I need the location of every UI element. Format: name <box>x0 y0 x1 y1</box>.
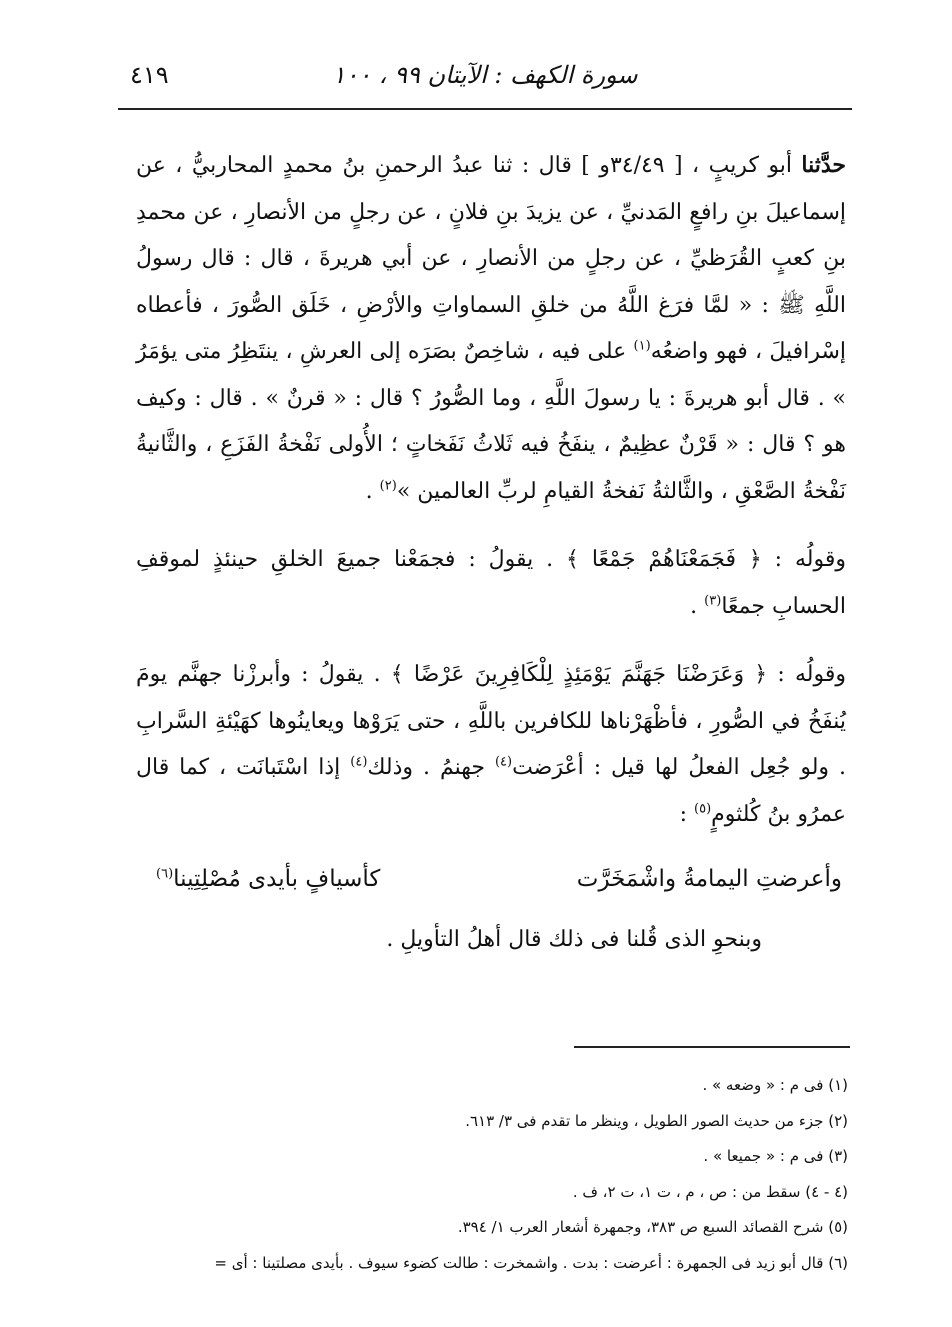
footnote-divider <box>574 1046 850 1048</box>
footnotes <box>136 1068 848 1281</box>
page-number: ٤١٩ <box>130 61 169 89</box>
paragraph-text: . <box>690 593 705 619</box>
poetry-verse <box>136 856 846 903</box>
footnote-marker: (٤) <box>494 754 513 770</box>
footnote-marker: (٥) <box>694 801 712 817</box>
paragraph-verse-100 <box>136 652 846 838</box>
footnote-3: (٣) فى م : « جميعا » . <box>703 1147 848 1165</box>
running-header <box>118 56 852 102</box>
paragraph-hadith <box>136 142 846 515</box>
footnote-marker: (٣) <box>704 593 722 609</box>
paragraph-text: وقولُه : ﴿ وَعَرَضْنَا جَهَنَّمَ يَوْمَئِذٍ لِلْكَافِرِينَ عَرْضًا ﴾ . يقولُ : وأبرزْنا جهنَّم يومَ يُنفَخُ في الصُّورِ ، فأظْهَرْناها للكافرين باللَّهِ ، حتى يَرَوْها ويعاينُوها كهَيْئةِ السَّرابِ . ولو جُعِل الفعلُ لها قيل : أعْرَضت <box>136 662 846 780</box>
verse-first-hemistich: وأعرضتِ اليمامةُ واشْمَخَرَّت <box>576 866 842 892</box>
verse-second-hemistich: كأسيافٍ بأيدى مُصْلِتِينا <box>173 866 381 892</box>
paragraph-text: إذا اسْتَبانَت ، كما قال عمرُو بنُ كُلثومٍ <box>136 755 846 827</box>
paragraph-text: على فيه ، شاخِصٌ بصَرَه إلى العرشِ ، ينتَظِرُ متى يؤمَرُ » . قال أبو هريرةَ : يا رسولَ اللَّهِ ، وما الصُّورُ ؟ قال : « قرنٌ » . قال : وكيف هو ؟ قال : « قَرْنٌ عظِيمٌ ، ينفَخُ فيه ثَلاثُ نَفَخاتٍ ؛ الأُولى نَفْخةُ الفَزَعِ ، والثَّانيةُ نَفْخةُ الصَّعْقِ ، والثَّالثةُ نَفخةُ القيامِ لربِّ العالمين » <box>136 339 846 504</box>
paragraph-text: أبو كريبٍ ، [ ٣٤/٤٩و ] قال : ثنا عبدُ الرحمنِ بنُ محمدٍ المحاربيُّ ، عن إسماعيلَ بنِ رافعٍ المَدنيِّ ، عن يزيدَ بنِ فلانٍ ، عن رجلٍ من الأنصارِ ، عن محمدِ بنِ كعبٍ القُرَظيِّ ، عن رجلٍ من الأنصارِ ، عن أبي هريرةَ ، قال : قال رسولُ اللَّهِ ﷺ : « لمَّا فرَغ اللَّهُ من خلقِ السماواتِ والأرْضِ ، خَلَق الصُّورَ ، فأعطاه إسْرافيلَ ، فهو واضعُه <box>136 153 846 364</box>
footnote-6: (٦) قال أبو زيد فى الجمهرة : أعرضت : بدت . واشمخرت : طالت كضوء سيوف . بأيدى مصلتينا : أى = <box>214 1253 848 1272</box>
footnote-marker: (٦) <box>156 866 174 882</box>
footnote-marker: (٤) <box>350 754 368 770</box>
closing-line: وبنحوِ الذى قُلنا فى ذلك قال أهلُ التأويلِ . <box>386 926 762 952</box>
footnote-1: (١) فى م : « وضعه » . <box>702 1076 848 1094</box>
header-divider <box>118 108 852 110</box>
verse-second-hemistich-wrap <box>156 856 380 903</box>
paragraph-text: وقولُه : ﴿ فَجَمَعْنَاهُمْ جَمْعًا ﴾ . يقولُ : فجمَعْنا جميعَ الخلقِ حينئذٍ لموقفِ الحسابِ جمعًا <box>136 547 846 619</box>
paragraph-text: . <box>365 478 380 504</box>
paragraph-text: : <box>679 801 694 827</box>
footnote-2: (٢) جزء من حديث الصور الطويل ، وينظر ما تقدم فى ٣/ ٦١٣. <box>465 1111 848 1130</box>
header-title: سورة الكهف : الآيتان ٩٩ ، ١٠٠ <box>332 61 638 89</box>
paragraph-lead-word: حدَّثنا <box>801 152 847 178</box>
main-text <box>136 142 846 963</box>
footnote-5: (٥) شرح القصائد السبع ص ٣٨٣، وجمهرة أشعار العرب ١/ ٣٩٤. <box>457 1218 848 1236</box>
footnote-marker: (١) <box>633 338 651 354</box>
footnote-marker: (٢) <box>379 478 397 494</box>
footnote-4: (٤ - ٤) سقط من : ص ، م ، ت ١، ت ٢، ف . <box>572 1182 848 1201</box>
paragraph-text: جهنمُ . وذلك <box>367 755 495 780</box>
paragraph-verse-99 <box>136 537 846 630</box>
